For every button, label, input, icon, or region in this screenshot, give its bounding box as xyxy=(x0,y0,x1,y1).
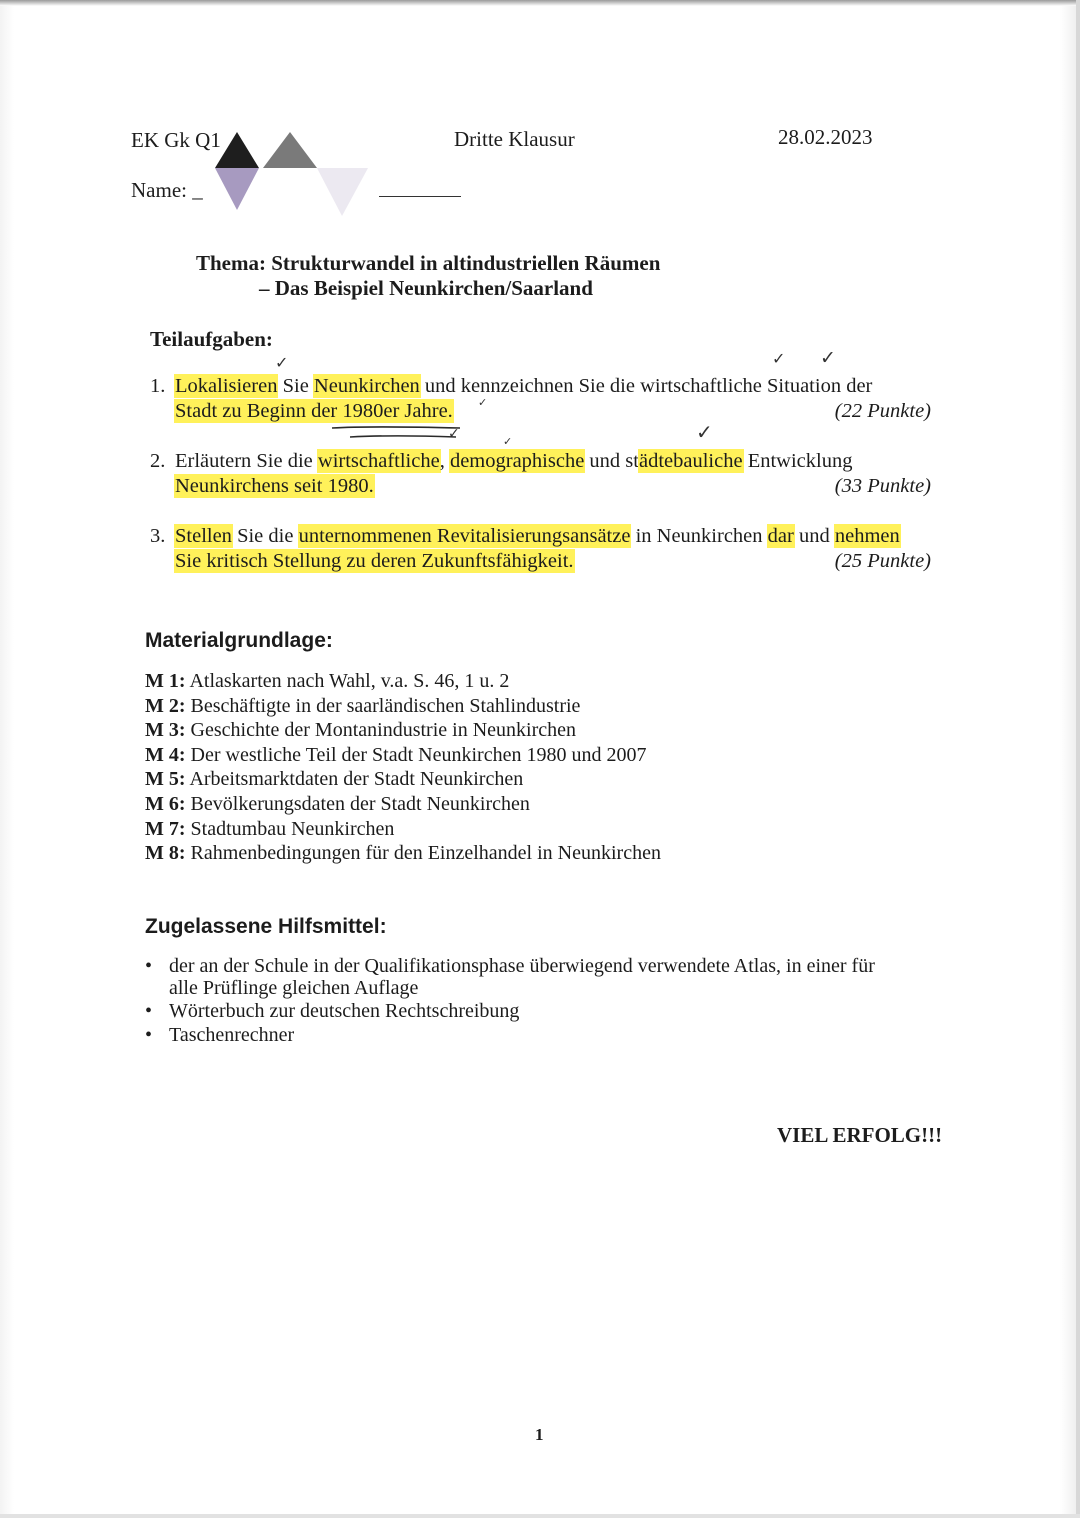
material-label: M 3: xyxy=(145,719,186,742)
list-item xyxy=(145,792,661,817)
closing-text: VIEL ERFOLG!!! xyxy=(777,1123,943,1147)
material-label: M 4: xyxy=(145,743,186,766)
underline-marks xyxy=(328,424,468,446)
bullet-icon: • xyxy=(145,1024,153,1046)
material-label: M 5: xyxy=(145,768,186,791)
list-item xyxy=(145,841,661,866)
check-mark-icon: ✓ xyxy=(448,426,460,442)
check-mark-icon: ✓ xyxy=(696,420,713,444)
check-mark-icon: ✓ xyxy=(478,396,488,409)
material-text: Geschichte der Montanindustrie in Neunkirchen xyxy=(185,719,576,742)
highlighted-text: dar xyxy=(767,525,794,547)
highlighted-text: nehmen xyxy=(834,525,900,547)
highlighted-text: unternommenen Revitalisierungsansätze xyxy=(298,525,631,547)
page-edge-right xyxy=(1076,0,1080,1518)
material-text: Arbeitsmarktdaten der Stadt Neunkirchen xyxy=(185,768,524,791)
highlighted-text: Neunkirchens seit 1980. xyxy=(175,475,374,497)
course-label: EK Gk Q1 xyxy=(131,128,221,152)
task-text-segment: und kennzeichnen Sie die wirtschaftliche Situation der xyxy=(419,375,873,397)
task-points: (25 Punkte) xyxy=(834,550,931,572)
task-1 xyxy=(150,374,931,426)
task-text-segment: Entwicklung xyxy=(742,450,853,472)
name-label: Name: _ xyxy=(131,178,203,202)
list-item: Wörterbuch zur deutschen Rechtschreibung xyxy=(169,1000,520,1022)
task-text-segment: Sie xyxy=(277,375,314,397)
check-mark-icon: ✓ xyxy=(275,353,289,372)
topic-line-2: – Das Beispiel Neunkirchen/Saarland xyxy=(259,276,593,300)
task-3 xyxy=(150,524,931,576)
task-text-segment: Erläutern Sie die xyxy=(175,450,318,472)
exam-title: Dritte Klausur xyxy=(454,127,575,151)
material-text: Stadtumbau Neunkirchen xyxy=(185,817,395,840)
check-mark-icon: ✓ xyxy=(820,347,836,369)
material-label: M 6: xyxy=(145,792,186,815)
task-number: 3. xyxy=(150,525,166,547)
task-number: 2. xyxy=(150,450,166,472)
task-text xyxy=(175,374,935,424)
task-text-segment: Sie die xyxy=(231,525,299,547)
list-item xyxy=(145,817,661,842)
highlighted-text: demographische xyxy=(449,450,585,472)
highlighted-text: Stadt zu Beginn der 1980er Jahre. xyxy=(175,400,453,422)
material-text: Atlaskarten nach Wahl, v.a. S. 46, 1 u. 2 xyxy=(185,670,510,692)
bullet-icon: • xyxy=(145,955,153,977)
material-text: Der westliche Teil der Stadt Neunkirchen 1980 und 2007 xyxy=(185,743,647,766)
material-label: M 2: xyxy=(145,694,186,717)
material-text: Bevölkerungsdaten der Stadt Neunkirchen xyxy=(185,792,530,815)
list-item xyxy=(145,743,661,768)
highlighted-text: Sie kritisch Stellung zu deren Zukunftsfähigkeit. xyxy=(175,550,574,572)
material-label: M 7: xyxy=(145,817,186,840)
page-number: 1 xyxy=(535,1425,544,1444)
exam-date: 28.02.2023 xyxy=(778,125,873,149)
task-points: (22 Punkte) xyxy=(834,400,931,422)
list-item: der an der Schule in der Qualifikationsphase überwiegend verwendete Atlas, in einer für xyxy=(169,955,875,977)
name-underline xyxy=(379,196,461,197)
task-text xyxy=(175,524,935,574)
page-edge-top xyxy=(0,0,1080,6)
material-text: Beschäftigte in der saarländischen Stahlindustrie xyxy=(185,694,581,717)
list-item-continuation: alle Prüflinge gleichen Auflage xyxy=(169,977,419,999)
task-text xyxy=(175,449,935,499)
material-text: Rahmenbedingungen für den Einzelhandel in Neunkirchen xyxy=(185,842,661,865)
task-2 xyxy=(150,449,931,501)
highlighted-text: wirtschaftliche xyxy=(317,450,440,472)
highlighted-text: Stellen xyxy=(175,525,232,547)
check-mark-icon: ✓ xyxy=(503,435,513,448)
list-item xyxy=(145,718,661,743)
list-item xyxy=(145,669,661,694)
redaction-shapes xyxy=(210,126,370,222)
task-text-segment: in Neunkirchen xyxy=(630,525,768,547)
task-text-segment: und xyxy=(793,525,835,547)
list-item: Taschenrechner xyxy=(169,1024,295,1046)
material-label: M 8: xyxy=(145,842,186,865)
task-text-segment: und st xyxy=(584,450,639,472)
materials-heading: Materialgrundlage: xyxy=(145,629,333,652)
aids-heading: Zugelassene Hilfsmittel: xyxy=(145,915,387,938)
tasks-heading: Teilaufgaben: xyxy=(150,327,273,351)
check-mark-icon: ✓ xyxy=(772,349,786,368)
highlighted-text: Lokalisieren xyxy=(175,375,278,397)
bullet-icon: • xyxy=(145,1000,153,1022)
page-edge-bottom xyxy=(0,1514,1080,1518)
highlighted-text: Neunkirchen xyxy=(313,375,420,397)
task-points: (33 Punkte) xyxy=(834,475,931,497)
list-item xyxy=(145,694,661,719)
aids-list xyxy=(145,955,945,1055)
topic-line-1: Thema: Strukturwandel in altindustriellen Räumen xyxy=(196,251,661,275)
material-label: M 1: xyxy=(145,670,186,692)
task-number: 1. xyxy=(150,375,166,397)
highlighted-text: ädtebauliche xyxy=(638,450,743,472)
materials-list xyxy=(145,669,661,866)
task-text-segment: , xyxy=(439,450,450,472)
list-item xyxy=(145,767,661,792)
